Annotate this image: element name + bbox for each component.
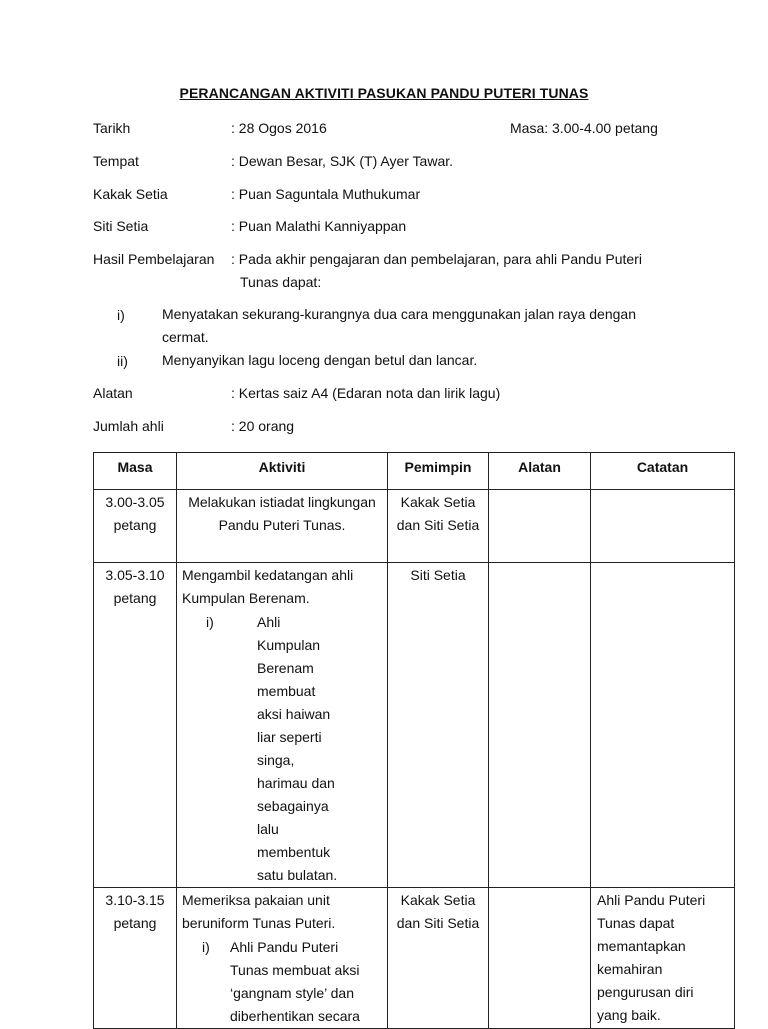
header-pemimpin: Pemimpin [388, 453, 489, 490]
aktiviti-cell [177, 888, 388, 1029]
sub-item-text: Ahli Kumpulan Berenam membuat aksi haiwan liar seperti singa, harimau dan sebagainya lalu membentuk satu bulatan. [257, 614, 338, 883]
pemimpin-text: Kakak Setia dan Siti Setia [396, 494, 480, 533]
tarikh-label: Tarikh [93, 120, 131, 136]
siti-setia-label: Siti Setia [93, 218, 149, 234]
table-row [94, 563, 735, 888]
aktiviti-text: Mengambil kedatangan ahli Kumpulan Berenam. [182, 567, 354, 606]
alatan-cell [489, 490, 591, 563]
header-masa: Masa [94, 453, 177, 490]
masa-text: 3.10-3.15 petang [105, 892, 165, 931]
kakak-setia-label: Kakak Setia [93, 186, 168, 202]
catatan-cell [591, 888, 735, 1029]
pemimpin-text: Siti Setia [410, 567, 466, 583]
table-row [94, 490, 735, 563]
alatan-cell [489, 563, 591, 888]
objective-number: ii) [117, 353, 128, 369]
hasil-pembelajaran-line1: : Pada akhir pengajaran dan pembelajaran, para ahli Pandu Puteri [231, 251, 642, 267]
objective-text: Menyanyikan lagu loceng dengan betul dan lancar. [162, 352, 478, 368]
header-catatan: Catatan [591, 453, 735, 490]
masa-cell [94, 490, 177, 563]
catatan-cell [591, 563, 735, 888]
hasil-pembelajaran-line2: Tunas dapat: [240, 274, 322, 290]
header-alatan: Alatan [489, 453, 591, 490]
alatan-label: Alatan [93, 385, 133, 401]
aktiviti-sub-item [177, 935, 387, 1028]
catatan-text: Ahli Pandu Puteri Tunas dapat memantapkan kemahiran pengurusan diri yang baik. [597, 892, 706, 1023]
alatan-cell [489, 888, 591, 1029]
catatan-text [591, 490, 734, 491]
pemimpin-cell [388, 563, 489, 888]
table-header-row [94, 453, 735, 490]
masa-cell [94, 888, 177, 1029]
alatan-text [489, 888, 590, 889]
objective-number: i) [117, 307, 125, 323]
sub-item-text: Ahli Pandu Puteri Tunas membuat aksi ‘gangnam style’ dan diberhentikan secara [230, 939, 360, 1024]
sub-item-number: i) [206, 614, 214, 630]
catatan-cell [591, 490, 735, 563]
alatan-value: : Kertas saiz A4 (Edaran nota dan lirik lagu) [231, 385, 501, 401]
pemimpin-cell [388, 888, 489, 1029]
masa-text: 3.05-3.10 petang [105, 567, 165, 606]
tarikh-value: : 28 Ogos 2016 [231, 120, 327, 136]
tempat-label: Tempat [93, 153, 139, 169]
masa-value: Masa: 3.00-4.00 petang [510, 120, 658, 136]
pemimpin-text: Kakak Setia dan Siti Setia [396, 892, 480, 931]
jumlah-ahli-value: : 20 orang [231, 418, 295, 434]
alatan-text [489, 490, 590, 491]
masa-text: 3.00-3.05 petang [105, 494, 165, 533]
sub-item-number: i) [202, 939, 210, 955]
alatan-text [489, 563, 590, 564]
header-aktiviti: Aktiviti [177, 453, 388, 490]
catatan-text [591, 563, 734, 564]
activity-table [93, 452, 735, 1029]
masa-cell [94, 563, 177, 888]
jumlah-ahli-label: Jumlah ahli [93, 418, 164, 434]
siti-setia-value: : Puan Malathi Kanniyappan [231, 218, 407, 234]
aktiviti-text: Memeriksa pakaian unit beruniform Tunas Puteri. [182, 892, 336, 931]
aktiviti-cell [177, 563, 388, 888]
hasil-pembelajaran-label: Hasil Pembelajaran [93, 251, 215, 267]
aktiviti-sub-item [177, 610, 387, 887]
objective-text: Menyatakan sekurang-kurangnya dua cara menggunakan jalan raya dengan cermat. [162, 306, 636, 345]
tempat-value: : Dewan Besar, SJK (T) Ayer Tawar. [231, 153, 454, 169]
aktiviti-text: Melakukan istiadat lingkungan Pandu Puteri Tunas. [188, 494, 376, 533]
aktiviti-cell [177, 490, 388, 563]
pemimpin-cell [388, 490, 489, 563]
document-title: PERANCANGAN AKTIVITI PASUKAN PANDU PUTERI TUNAS [179, 85, 589, 101]
kakak-setia-value: : Puan Saguntala Muthukumar [231, 186, 421, 202]
table-row [94, 888, 735, 1029]
